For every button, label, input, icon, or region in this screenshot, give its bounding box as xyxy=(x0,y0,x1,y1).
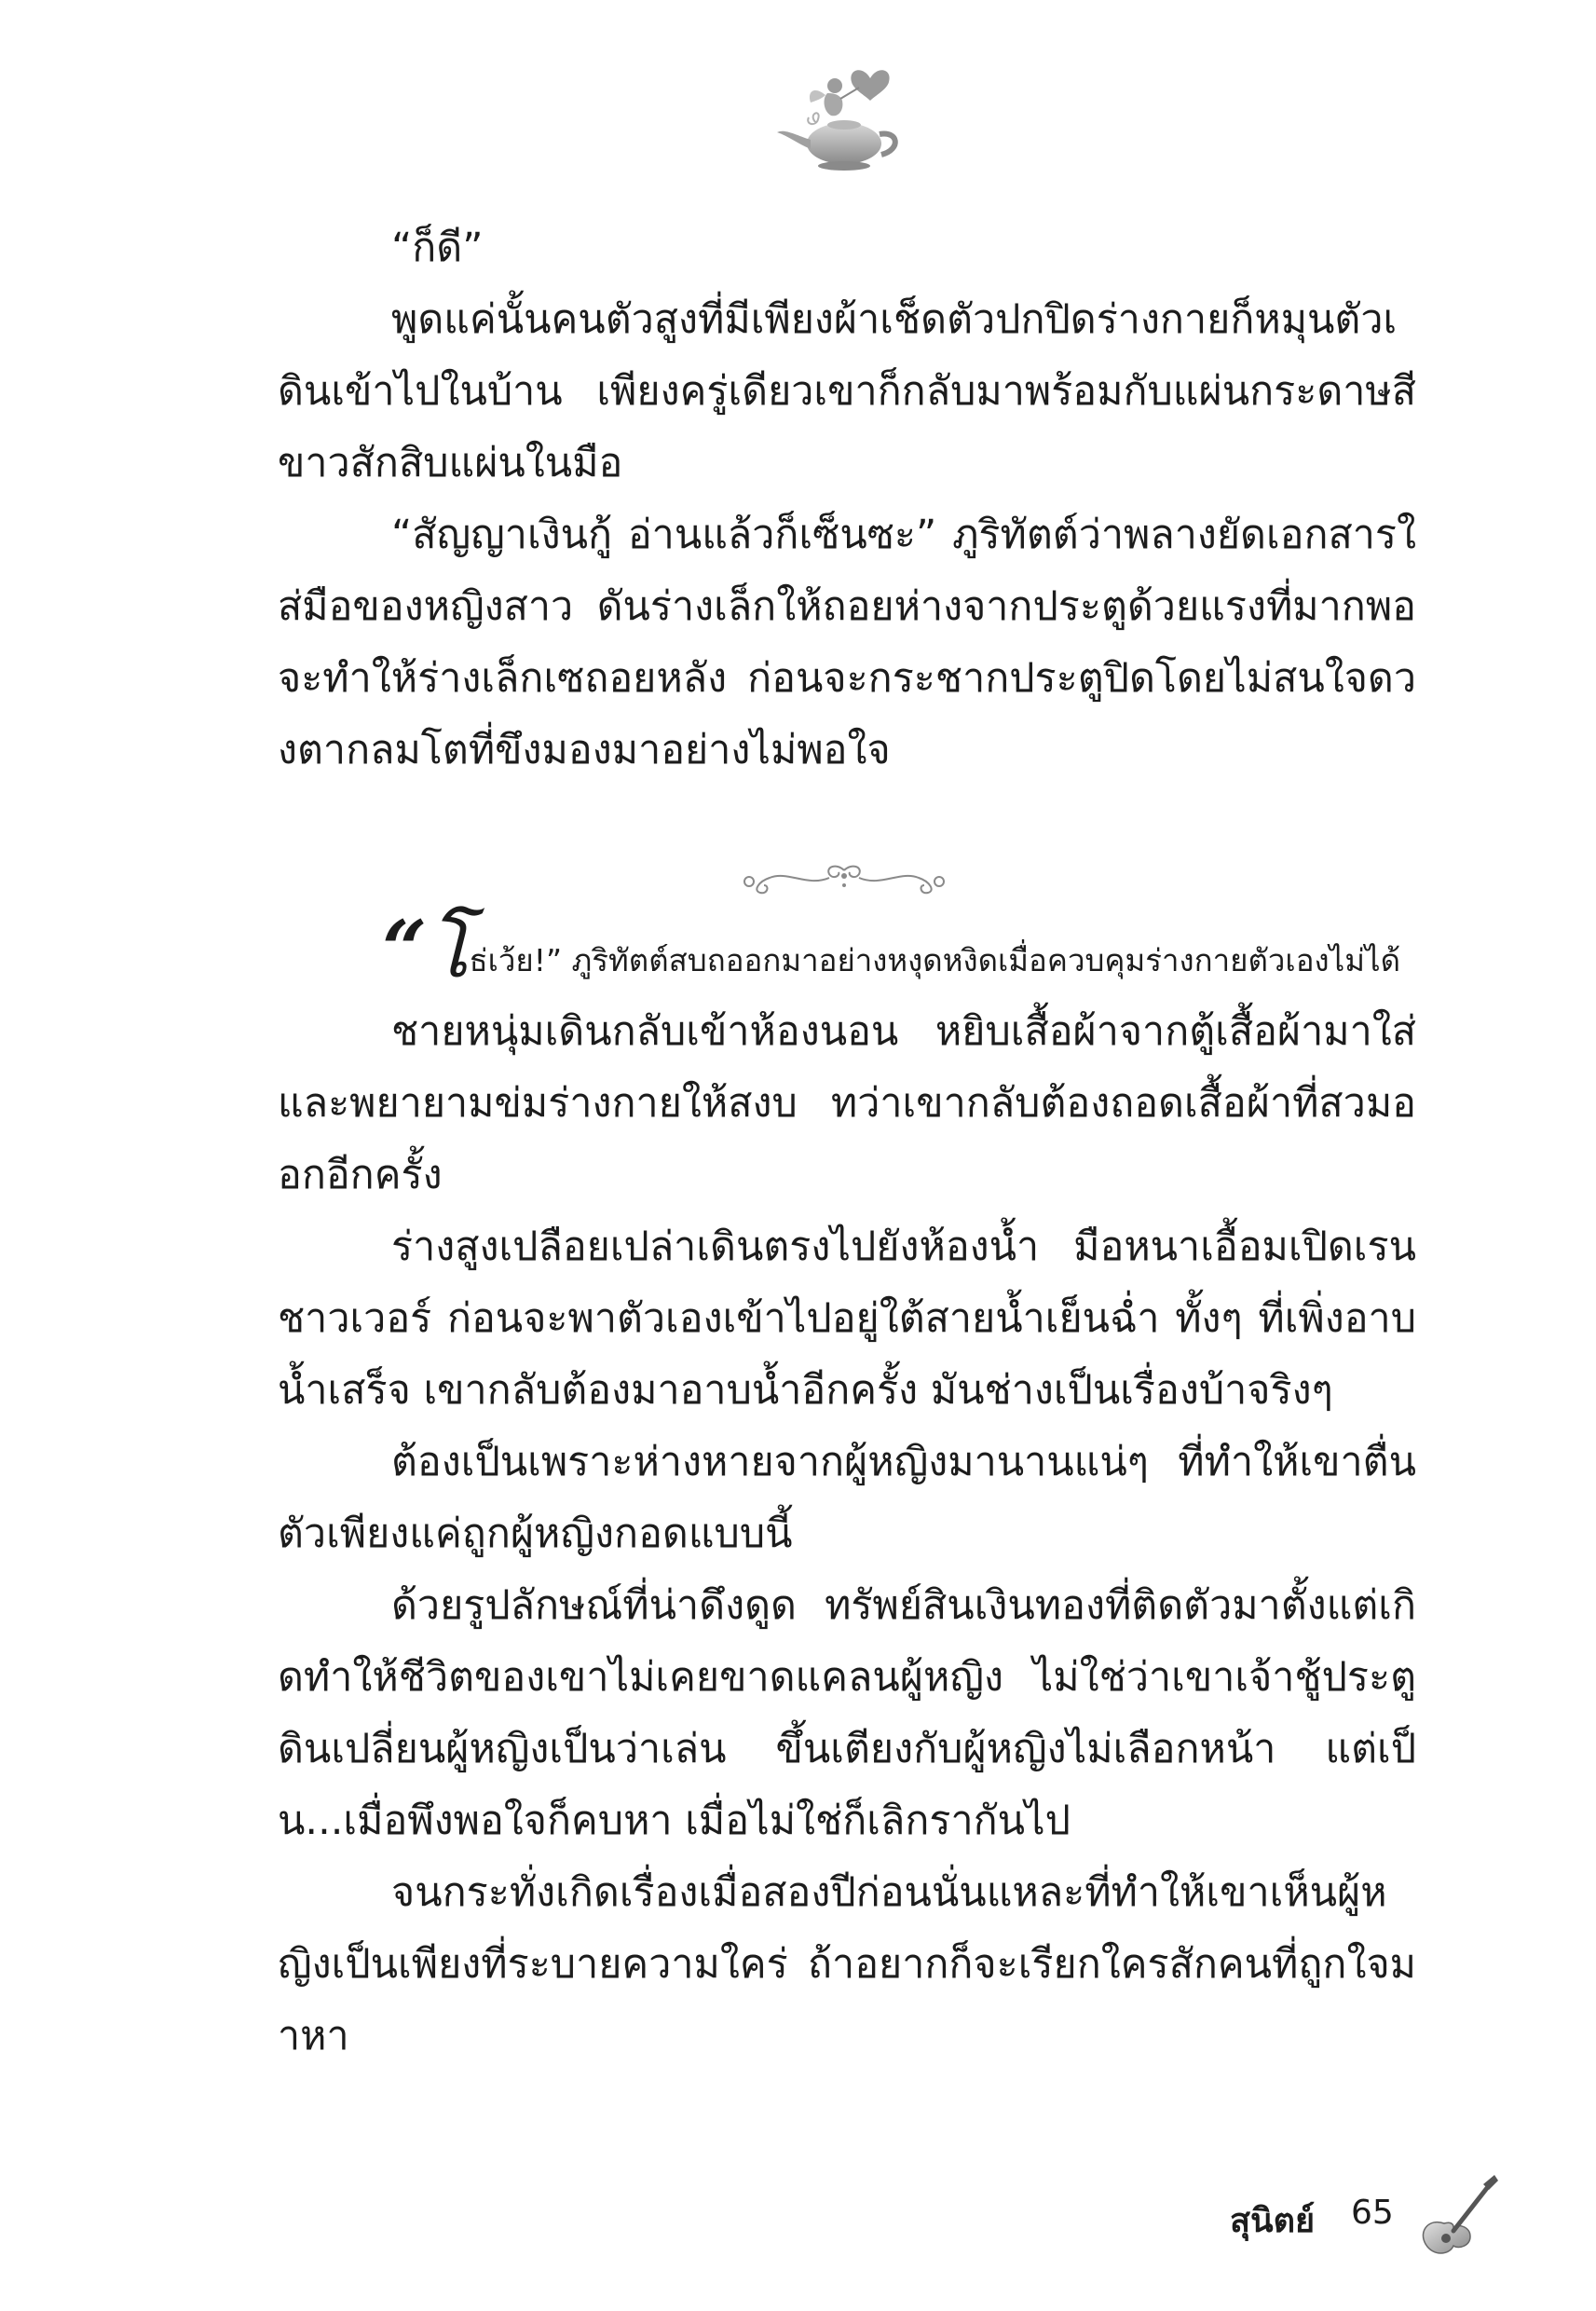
paragraph-b1: ชายหนุ่มเดินกลับเข้าห้องนอน หยิบเสื้อผ้าจากตู้เสื้อผ้ามาใส่และพยายามข่มร่างกายให้สงบ ทว่าเขากลับต้องถอดเสื้อผ้าที่สวมออกอีกครั้ง xyxy=(278,1008,1416,1198)
section-a xyxy=(278,212,1416,786)
dropcap-letter: โ xyxy=(427,904,470,995)
paragraph-a2: พูดแค่นั้นคนตัวสูงที่มีเพียงผ้าเช็ดตัวปกปิดร่างกายก็หมุนตัวเดินเข้าไปในบ้าน เพียงครู่เดียวเขาก็กลับมาพร้อมกับแผ่นกระดาษสีขาวสักสิบแผ่นในมือ xyxy=(278,296,1416,486)
paragraph-a3: “สัญญาเงินกู้ อ่านแล้วก็เซ็นซะ” ภูริทัตต์ว่าพลางยัดเอกสารใส่มือของหญิงสาว ดันร่างเล็กให้ถอยห่างจากประตูด้วยแรงที่มากพอจะทำให้ร่างเล็กเซถอยหลัง ก่อนจะกระชากประตูปิดโดยไม่สนใจดวงตากลมโตที่ขึงมองมาอย่างไม่พอใจ xyxy=(278,512,1416,773)
paragraph-a1: “ก็ดี” xyxy=(391,225,484,271)
dropcap-paragraph xyxy=(278,903,1416,996)
paragraph-b2: ร่างสูงเปลือยเปล่าเดินตรงไปยังห้องน้ำ มือหนาเอื้อมเปิดเรนชาวเวอร์ ก่อนจะพาตัวเองเข้าไปอยู่ใต้สายน้ำเย็นฉ่ำ ทั้งๆ ที่เพิ่งอาบน้ำเสร็จ เขากลับต้องมาอาบน้ำอีกครั้ง มันช่างเป็นเรื่องบ้าจริงๆ xyxy=(278,1224,1416,1414)
dropcap-rest: ธ่เว้ย!” ภูริทัตต์สบถออกมาอย่างหงุดหงิดเมื่อควบคุมร่างกายตัวเองไม่ได้ xyxy=(469,942,1401,978)
guitar-icon xyxy=(1416,2171,1500,2264)
dropcap xyxy=(382,903,470,995)
paragraph-b3: ต้องเป็นเพราะห่างหายจากผู้หญิงมานานแน่ๆ ที่ทำให้เขาตื่นตัวเพียงแค่ถูกผู้หญิงกอดแบบนี้ xyxy=(278,1439,1416,1557)
dropcap-quote: “ xyxy=(382,903,428,995)
page-footer xyxy=(1230,2171,1509,2274)
paragraph-b5: จนกระทั่งเกิดเรื่องเมื่อสองปีก่อนนั่นแหละที่ทำให้เขาเห็นผู้หญิงเป็นเพียงที่ระบายความใคร่ ถ้าอยากก็จะเรียกใครสักคนที่ถูกใจมาหา xyxy=(278,1869,1416,2059)
teapot-ornament-icon xyxy=(770,58,919,179)
flourish-divider-icon xyxy=(732,857,956,900)
section-b xyxy=(278,903,1416,2072)
author-name: สุนิตย์ xyxy=(1230,2202,1316,2240)
paragraph-b4: ด้วยรูปลักษณ์ที่น่าดึงดูด ทรัพย์สินเงินทองที่ติดตัวมาตั้งแต่เกิดทำให้ชีวิตของเขาไม่เคยขาดแคลนผู้หญิง ไม่ใช่ว่าเขาเจ้าชู้ประตูดินเปลี่ยนผู้หญิงเป็นว่าเล่น ขึ้นเตียงกับผู้หญิงไม่เลือกหน้า แต่เป็น...เมื่อพึงพอใจก็คบหา เมื่อไม่ใช่ก็เลิกรากันไป xyxy=(278,1582,1416,1844)
page-number: 65 xyxy=(1351,2194,1394,2232)
